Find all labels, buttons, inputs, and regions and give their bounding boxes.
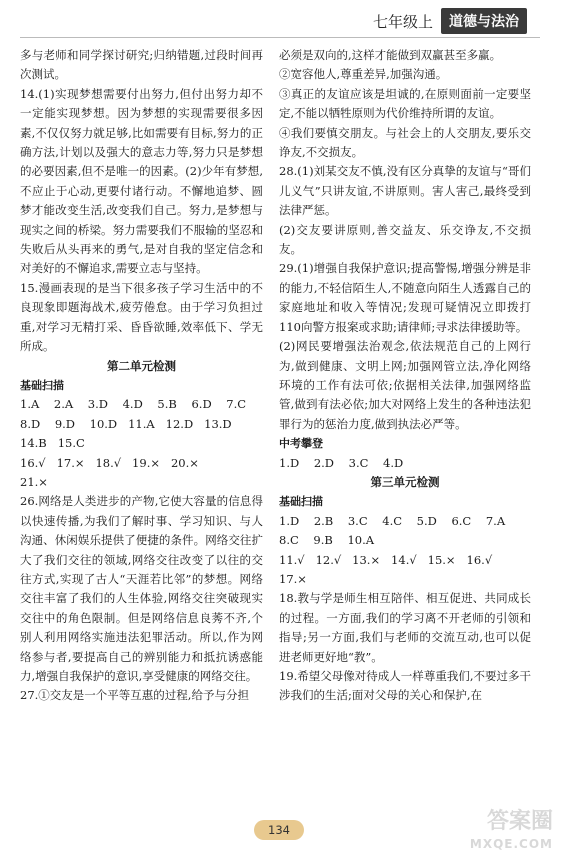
- subsection-heading: 中考攀登: [279, 437, 323, 451]
- answer-paragraph: 19.希望父母像对待成人一样尊重我们,不要过多干涉我们的生活;面对父母的关心和保护,在: [279, 669, 531, 703]
- watermark-url: MXQE.COM: [469, 837, 553, 851]
- answer-row: 1.D 2.B 3.C 4.C 5.D 6.C 7.A: [279, 513, 506, 528]
- section-title: 第二单元检测: [107, 358, 176, 373]
- answer-row: 1.D 2.D 3.C 4.D: [279, 455, 404, 470]
- answer-paragraph: 必须是双向的,这样才能做到双赢甚至多赢。: [279, 48, 502, 62]
- answer-row: 1.A 2.A 3.D 4.D 5.B 6.D 7.C: [20, 397, 247, 412]
- grade-label: 七年级上: [372, 12, 433, 31]
- answer-paragraph: 14.(1)实现梦想需要付出努力,但付出努力却不一定能实现梦想。因为梦想的实现需要很多因素,不仅仅努力就足够,比如需要有目标,努力的正确方法,计划以及强大的意志力等,努力只是梦想的必要因素,但不是唯一的因素。(2)少年有梦想,不应止于心动,更要付诸行动。不懈地追梦、圆梦才能改变生活,改变我们自己。努力,是梦想与现实之间的桥梁。努力需要我们不服输的坚忍和失败后从头再来的勇气,是对自我的坚定信念和对美好的不懈追求,需要立志与坚持。: [20, 86, 263, 276]
- answer-paragraph: 17.×: [279, 571, 307, 586]
- answer-row: 8.D 9.D 10.D 11.A 12.D 13.D: [20, 416, 232, 431]
- left-column: [20, 46, 263, 706]
- watermark-logo: [470, 811, 553, 855]
- header-rule: [20, 37, 540, 38]
- answer-paragraph: 多与老师和同学探讨研究;归纳错题,过段时间再次测试。: [20, 48, 263, 82]
- page-number: 134: [254, 820, 304, 840]
- right-column: [279, 46, 531, 706]
- answer-paragraph: 26.网络是人类进步的产物,它使大容量的信息得以快速传播,为我们了解时事、学习知识、与人沟通、休闲娱乐提供了便捷的条件。网络交往扩大了我们交往的领域,网络交往改变了以往的交往方式,实现了古人“天涯若比邻”的梦想。网络交往丰富了我们的人生体验,网络交往突破现实交往中的角色限制。但是网络信息良莠不齐,个别人利用网络实施违法犯罪活动。所以,作为网络参与者,要提高自己的辨别能力和抵抗诱惑能力,增强自我保护的意识,享受健康的网络交往。: [20, 494, 263, 683]
- watermark-text: 答案圈: [486, 809, 553, 834]
- answer-paragraph: (2)网民要增强法治观念,依法规范自己的上网行为,做到健康、文明上网;加强网管立法,净化网络环境的工作有法可依;依据相关法律,加强网络监管,做到有法必依;加大对网络上发生的各种违法犯罪行为的惩治力度,做到执法必严等。: [279, 339, 531, 431]
- answer-paragraph: 29.(1)增强自我保护意识;提高警惕,增强分辨是非的能力,不轻信陌生人,不随意向陌生人透露自己的家庭地址和收入等情况;发现可疑情况立即拨打110向警方报案或求助;请律师;寻求法律援助等。: [279, 261, 531, 334]
- answer-paragraph: 27.①交友是一个平等互惠的过程,给予与分担: [20, 688, 249, 703]
- section-title: 第三单元检测: [370, 474, 440, 489]
- subsection-heading: 基础扫描: [279, 495, 323, 509]
- answer-paragraph: ②宽容他人,尊重差异,加强沟通。: [279, 67, 448, 82]
- answer-paragraph: ④我们要慎交朋友。与社会上的人交朋友,要乐交诤友,不交损友。: [279, 125, 531, 160]
- subsection-heading: 基础扫描: [20, 378, 64, 392]
- answer-paragraph: (2)交友要讲原则,善交益友、乐交诤友,不交损友。: [279, 222, 531, 257]
- subject-badge: 道德与法治: [441, 8, 527, 34]
- answer-row: 11.√ 12.√ 13.× 14.√ 15.× 16.√: [279, 552, 493, 567]
- page-header: [373, 8, 527, 34]
- answer-paragraph: 18.教与学是师生相互陪伴、相互促进、共同成长的过程。一方面,我们的学习离不开老师的引领和指导;另一方面,我们与老师的交流互动,也可以促进老师更好地“教”。: [279, 591, 531, 664]
- answer-paragraph: 28.(1)刘某交友不慎,没有区分真挚的友谊与“哥们儿义气”只讲友谊,不讲原则。害人害己,最终受到法律严惩。: [279, 164, 531, 218]
- answer-row: 16.√ 17.× 18.√ 19.× 20.×: [20, 455, 199, 470]
- answer-paragraph: ③真正的友谊应该是坦诚的,在原则面前一定要坚定,不能以牺牲原则为代价维持所谓的友谊。: [279, 86, 531, 121]
- answer-paragraph: 21.×: [20, 474, 48, 489]
- answer-row: 8.C 9.B 10.A: [279, 533, 375, 548]
- answer-paragraph: 15.漫画表现的是当下很多孩子学习生活中的不良现象即题海战术,疲劳倦怠。由于学习负担过重,对学习无精打采、昏昏欲睡,效率低下、学无所成。: [20, 280, 263, 354]
- answer-row: 14.B 15.C: [20, 436, 85, 451]
